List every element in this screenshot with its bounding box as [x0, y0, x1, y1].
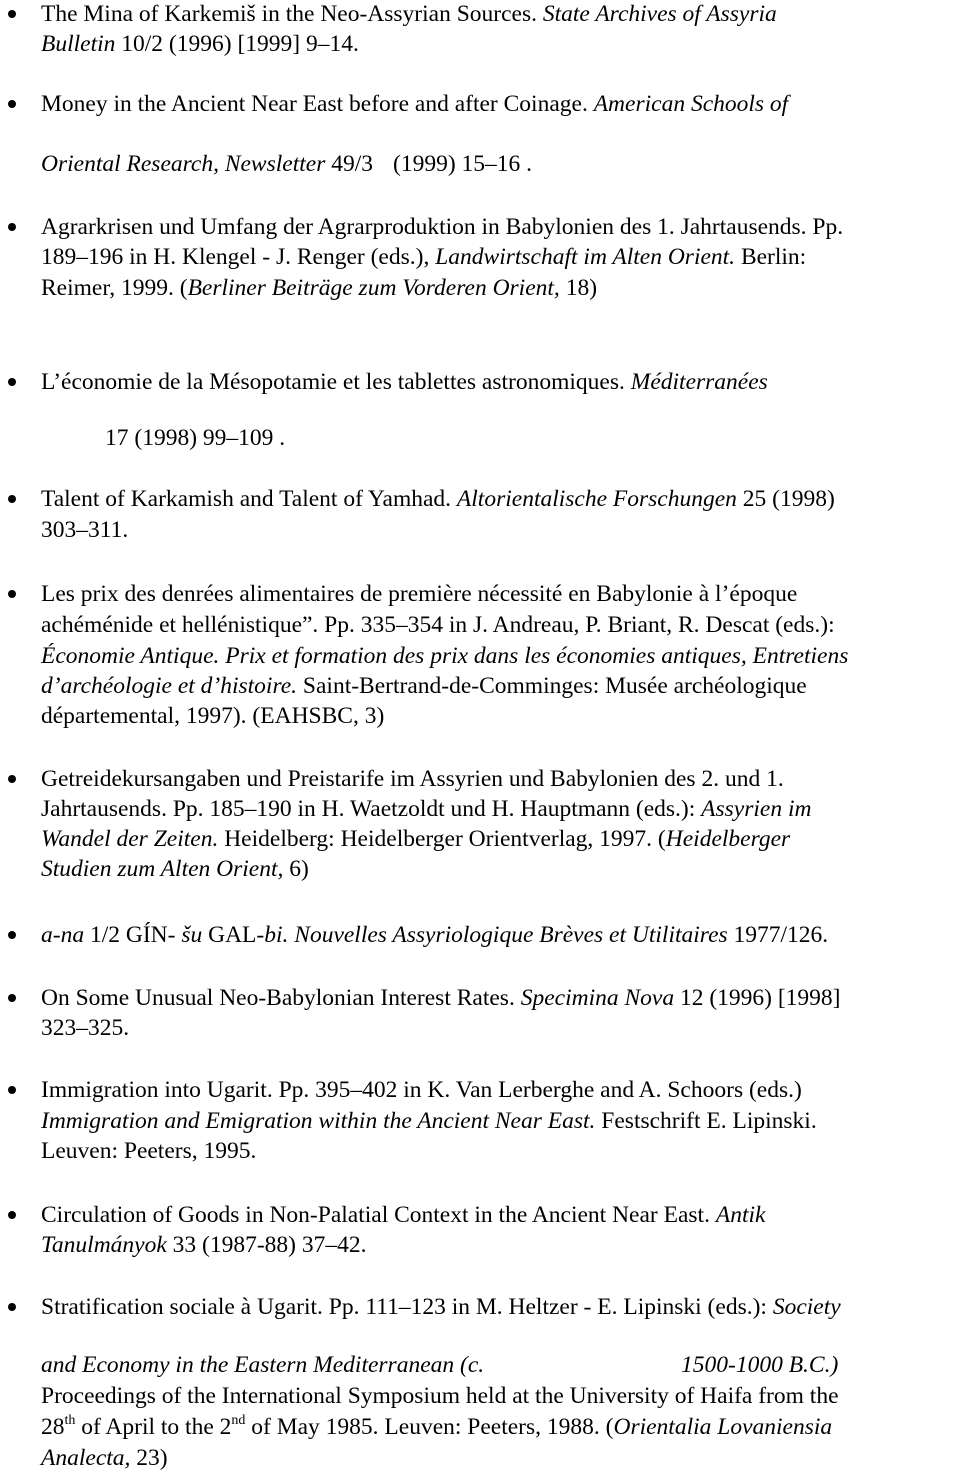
bullet-icon	[8, 1303, 16, 1311]
text-segment: départemental, 1997). (EAHSBC, 3)	[41, 703, 385, 729]
text-segment: 1500-1000 B.C.)	[681, 1352, 839, 1378]
text-segment: Économie Antique. Prix et formation des prix dans les économies antiques, Entretiens	[41, 643, 849, 669]
entry-line	[41, 1350, 484, 1380]
bullet-icon	[8, 223, 16, 231]
entry-line	[41, 484, 835, 514]
text-segment: 10/2 (1996) [1999] 9–14.	[115, 31, 359, 57]
text-segment: Orientalia Lovaniensia	[613, 1414, 833, 1440]
entry-line	[41, 920, 828, 950]
text-segment: Proceedings of the International Symposium held at the University of Haifa from the	[41, 1383, 839, 1409]
text-segment: Heidelberger	[665, 826, 791, 852]
bullet-icon	[8, 1211, 16, 1219]
entry-line	[41, 671, 807, 701]
text-segment: Circulation of Goods in Non-Palatial Context in the Ancient Near East.	[41, 1202, 716, 1228]
text-segment: and Economy in the Eastern Mediterranean (c.	[41, 1352, 485, 1378]
entry-line	[41, 1013, 129, 1043]
text-segment: of April to the 2	[75, 1414, 232, 1440]
bullet-icon	[8, 590, 16, 598]
entry-line	[105, 423, 285, 453]
text-segment: Tanulmányok	[41, 1232, 167, 1258]
text-segment: a-na	[41, 922, 85, 948]
text-segment: 17 (1998) 99–109 .	[105, 425, 286, 451]
entry-line	[41, 1381, 839, 1411]
entry-line	[41, 701, 384, 731]
text-segment: Les prix des denrées alimentaires de première nécessité en Babylonie à l’époque	[41, 581, 798, 607]
text-segment: (1999) 15–16 .	[393, 151, 533, 177]
entry-line	[41, 149, 373, 179]
text-segment: Stratification sociale à Ugarit. Pp. 111–123 in M. Heltzer - E. Lipinski (eds.):	[41, 1294, 773, 1320]
text-segment: 323–325.	[41, 1015, 130, 1041]
entry-line	[41, 983, 841, 1013]
text-segment: L’économie de la Mésopotamie et les tablettes astronomiques.	[41, 369, 631, 395]
entry-line	[41, 367, 768, 397]
text-segment: Wandel der Zeiten.	[41, 826, 219, 852]
bullet-icon	[8, 100, 16, 108]
entry-line	[41, 29, 359, 59]
entry-line	[41, 1292, 841, 1322]
text-segment: 303–311.	[41, 517, 129, 543]
text-segment: Agrarkrisen und Umfang der Agrarproduktion in Babylonien des 1. Jahrtausends. Pp.	[41, 214, 844, 240]
text-segment: Berliner Beiträge zum Vorderen Orient,	[187, 275, 560, 301]
text-segment: d’archéologie et d’histoire.	[41, 673, 298, 699]
entry-line	[41, 854, 309, 884]
text-segment: šu	[181, 922, 203, 948]
bullet-icon	[8, 378, 16, 386]
text-segment: Studien zum Alten Orient,	[41, 856, 284, 882]
text-segment: Méditerranées	[630, 369, 768, 395]
text-segment: Saint-Bertrand-de-Comminges: Musée archéologique	[297, 673, 807, 699]
text-segment: 1/2 GÍN-	[84, 922, 182, 948]
entry-line	[41, 1200, 765, 1230]
text-segment: 28	[41, 1414, 65, 1440]
entry-line	[41, 242, 806, 272]
text-segment: 6)	[283, 856, 309, 882]
text-segment: 189–196 in H. Klengel - J. Renger (eds.),	[41, 244, 436, 270]
text-segment: Leuven: Peeters, 1995.	[41, 1138, 257, 1164]
entry-line	[41, 1412, 832, 1442]
text-segment: Immigration into Ugarit. Pp. 395–402 in K. Van Lerberghe and A. Schoors (eds.)	[41, 1077, 802, 1103]
entry-line	[41, 1075, 802, 1105]
text-segment: Analecta,	[41, 1445, 131, 1471]
text-segment: Berlin:	[735, 244, 807, 270]
bullet-icon	[8, 495, 16, 503]
entry-line	[41, 794, 811, 824]
entry-line	[41, 1230, 367, 1260]
text-segment: On Some Unusual Neo-Babylonian Interest Rates.	[41, 985, 521, 1011]
text-segment: Jahrtausends. Pp. 185–190 in H. Waetzoldt und H. Hauptmann (eds.):	[41, 796, 702, 822]
text-segment: Getreidekursangaben und Preistarife im Assyrien und Babylonien des 2. und 1.	[41, 766, 784, 792]
text-segment: Bulletin	[41, 31, 116, 57]
entry-line	[41, 273, 597, 303]
entry-line	[681, 1350, 838, 1380]
text-segment: of May 1985. Leuven: Peeters, 1988. (	[245, 1414, 614, 1440]
text-segment: Heidelberg: Heidelberger Orientverlag, 1997. (	[218, 826, 666, 852]
text-segment: Reimer, 1999. (	[41, 275, 188, 301]
text-segment: Assyrien im	[701, 796, 812, 822]
text-segment: Altorientalische Forschungen	[456, 486, 737, 512]
text-segment: Nouvelles Assyriologique Brèves et Utilitaires	[294, 922, 728, 948]
text-segment: 49/3	[325, 151, 373, 177]
entry-line	[41, 89, 788, 119]
text-segment: 33 (1987-88) 37–42.	[166, 1232, 367, 1258]
entry-line	[41, 1106, 817, 1136]
text-segment: Festschrift E. Lipinski.	[595, 1108, 817, 1134]
entry-line	[41, 579, 797, 609]
bullet-icon	[8, 10, 16, 18]
entry-line	[41, 212, 843, 242]
text-segment: achéménide et hellénistique”. Pp. 335–354 in J. Andreau, P. Briant, R. Descat (eds.):	[41, 612, 835, 638]
superscript: nd	[231, 1413, 246, 1428]
text-segment: State Archives of Assyria	[542, 1, 777, 27]
text-segment: Specimina Nova	[520, 985, 675, 1011]
entry-line	[41, 764, 784, 794]
text-segment: 18)	[559, 275, 598, 301]
entry-line	[41, 0, 777, 29]
entry-line	[41, 641, 848, 671]
text-segment: Landwirtschaft im Alten Orient.	[435, 244, 736, 270]
bullet-icon	[8, 1086, 16, 1094]
text-segment: American Schools of	[593, 91, 789, 117]
entry-line	[41, 515, 128, 545]
text-segment: Society	[772, 1294, 841, 1320]
entry-line	[393, 149, 532, 179]
superscript: th	[64, 1413, 76, 1428]
text-segment: Talent of Karkamish and Talent of Yamhad.	[41, 486, 457, 512]
text-segment: Money in the Ancient Near East before and after Coinage.	[41, 91, 594, 117]
text-segment: The Mina of Karkemiš in the Neo-Assyrian Sources.	[41, 1, 543, 27]
text-segment: 1977/126.	[727, 922, 829, 948]
text-segment: GAL-	[202, 922, 265, 948]
text-segment: Antik	[715, 1202, 766, 1228]
text-segment: Oriental Research, Newsletter	[41, 151, 326, 177]
entry-line	[41, 824, 790, 854]
entry-line	[41, 1443, 168, 1473]
text-segment: 12 (1996) [1998]	[674, 985, 841, 1011]
text-segment: 23)	[130, 1445, 168, 1471]
bullet-icon	[8, 775, 16, 783]
bullet-icon	[8, 994, 16, 1002]
entry-line	[41, 610, 835, 640]
entry-line	[41, 1136, 256, 1166]
bullet-icon	[8, 931, 16, 939]
text-segment: bi.	[264, 922, 289, 948]
text-segment: 25 (1998)	[736, 486, 835, 512]
text-segment: Immigration and Emigration within the Ancient Near East.	[41, 1108, 596, 1134]
